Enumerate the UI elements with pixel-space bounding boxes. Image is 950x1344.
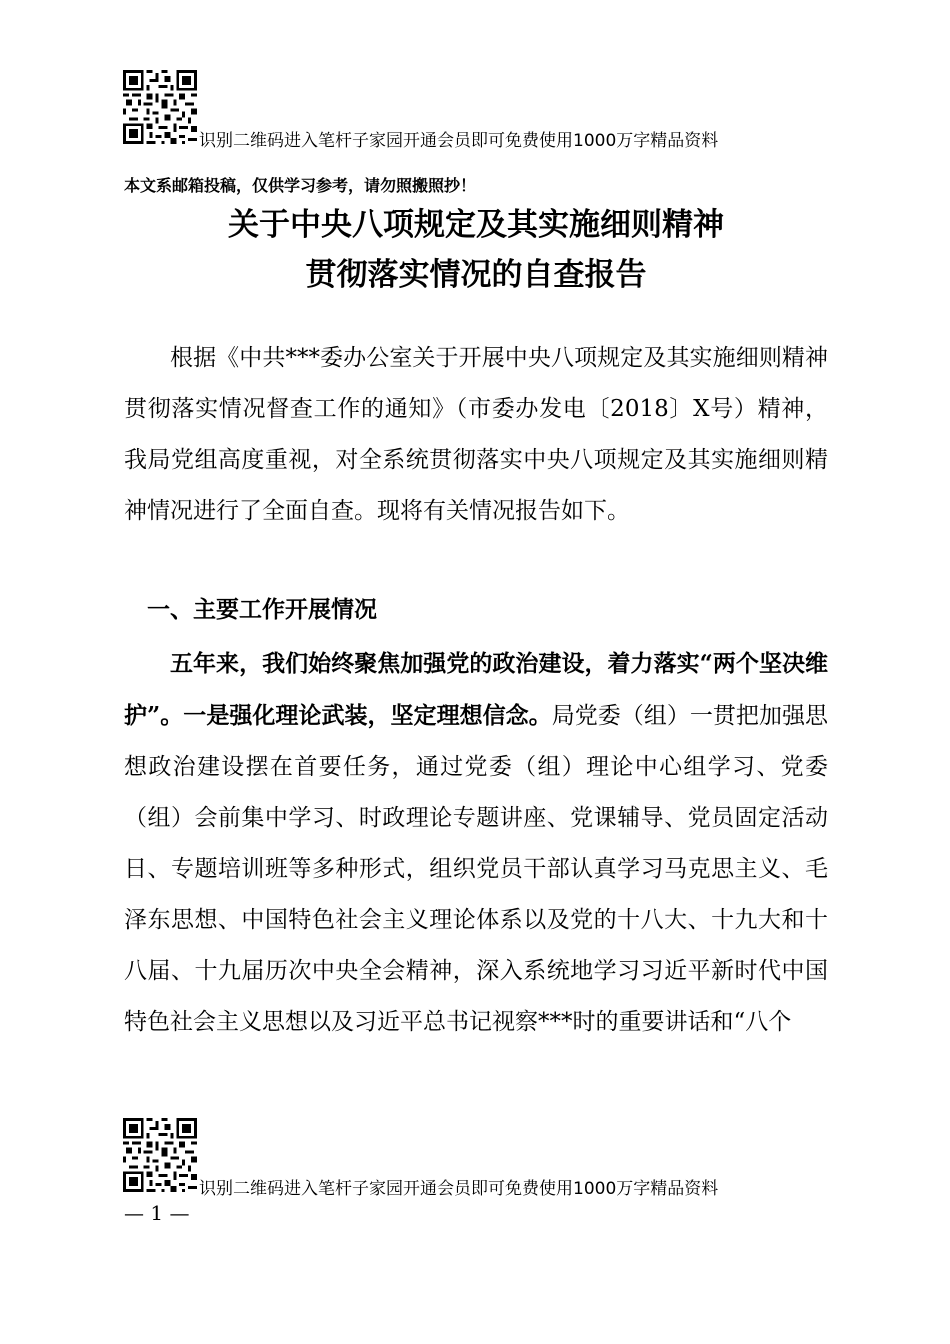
intro-paragraph: [124, 333, 828, 537]
promo-text: 识别二维码进入笔杆子家园开通会员即可免费使用1000万字精品资料: [199, 131, 719, 151]
submission-notice: 本文系邮箱投稿，仅供学习参考，请勿照搬照抄！: [124, 176, 477, 195]
qr-code-icon: [123, 1118, 197, 1192]
promo-text: 识别二维码进入笔杆子家园开通会员即可免费使用1000万字精品资料: [199, 1179, 719, 1199]
section-heading-1: 一、主要工作开展情况: [147, 597, 377, 623]
document-title-line-1: 关于中央八项规定及其实施细则精神: [228, 207, 724, 243]
section-paragraph-text: [124, 638, 828, 1048]
document-title-line-2: 贯彻落实情况的自查报告: [305, 257, 647, 293]
qr-code-icon: [123, 70, 197, 144]
page-number: — 1 —: [124, 1201, 190, 1225]
section-paragraph-lead: 五年来，我们始终聚焦加强党的政治建设，着力落实“两个坚决维护”。一是强化理论武装，坚定理想信念。: [124, 650, 828, 729]
section-paragraph-rest: 局党委（组）一贯把加强思想政治建设摆在首要任务，通过党委（组）理论中心组学习、党委（组）会前集中学习、时政理论专题讲座、党课辅导、党员固定活动日、专题培训班等多种形式，组织党员干部认真学习马克思主义、毛泽东思想、中国特色社会主义理论体系以及党的十八大、十九大和十八届、十九届历次中央全会精神，深入系统地学习习近平新时代中国特色社会主义思想以及习近平总书记视察***时的重要讲话和“八个: [124, 703, 828, 1035]
section-paragraph: [124, 638, 828, 1048]
intro-paragraph-text: 根据《中共***委办公室关于开展中央八项规定及其实施细则精神贯彻落实情况督查工作的通知》（市委办发电〔2018〕X号）精神，我局党组高度重视，对全系统贯彻落实中央八项规定及其实施细则精神情况进行了全面自查。现将有关情况报告如下。: [124, 345, 828, 524]
